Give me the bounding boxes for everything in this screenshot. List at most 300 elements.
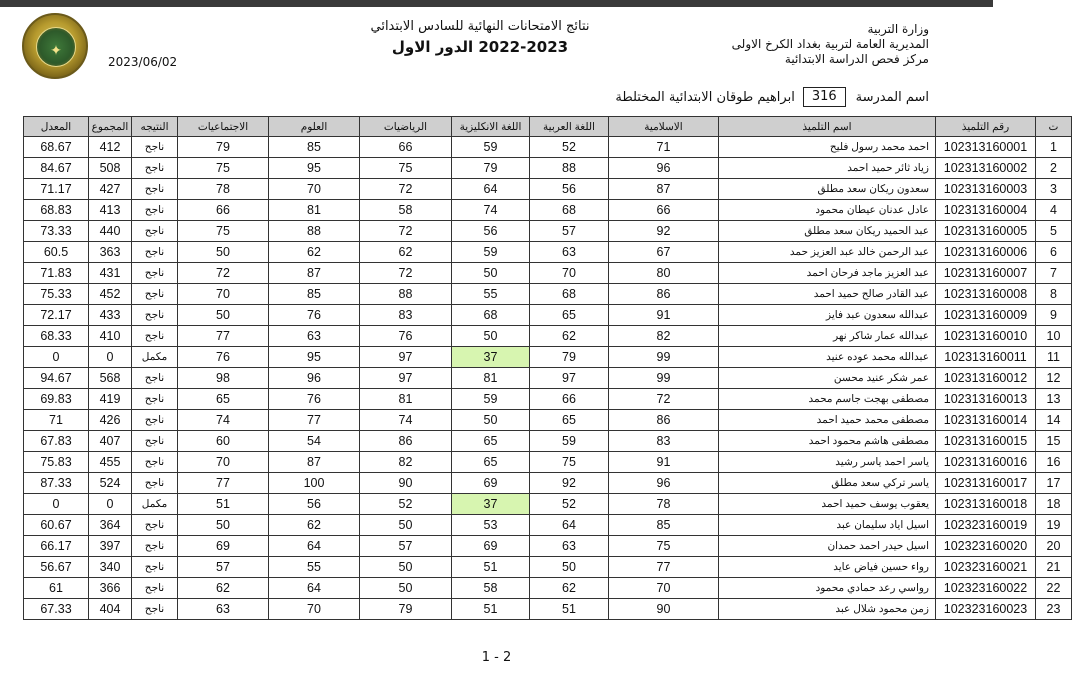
col-index-cell: 23 (1036, 599, 1072, 620)
col-islamic-cell: 87 (609, 179, 719, 200)
col-student-name-cell: عبد القادر صالح حميد احمد (719, 284, 936, 305)
col-average-cell: 73.33 (24, 221, 89, 242)
col-science-cell: 96 (269, 368, 360, 389)
table-row (24, 263, 1072, 284)
col-average-cell: 69.83 (24, 389, 89, 410)
col-arabic-cell: 68 (530, 200, 609, 221)
table-row (24, 389, 1072, 410)
table-row (24, 599, 1072, 620)
col-arabic-cell: 75 (530, 452, 609, 473)
col-student-name-cell: عبد العزيز ماجد فرحان احمد (719, 263, 936, 284)
col-student-id-cell: 102323160022 (936, 578, 1036, 599)
header-col-science: العلوم (269, 117, 360, 137)
ministry-line: مركز فحص الدراسة الابتدائية (784, 52, 929, 66)
header-col-english: اللغة الانكليزية (452, 117, 530, 137)
col-student-name-cell: عبدالله عمار شاكر نهر (719, 326, 936, 347)
table-header-row (24, 117, 1072, 137)
col-islamic-cell: 83 (609, 431, 719, 452)
col-total-cell: 413 (89, 200, 132, 221)
col-student-name-cell: مصطفى هاشم محمود احمد (719, 431, 936, 452)
col-math-cell: 66 (360, 137, 452, 158)
table-row (24, 557, 1072, 578)
col-islamic-cell: 70 (609, 578, 719, 599)
school-code: 316 (803, 87, 846, 107)
col-science-cell: 76 (269, 305, 360, 326)
col-english-cell: 53 (452, 515, 530, 536)
title-line-2: 2022-2023 الدور الاول (391, 38, 569, 56)
ministry-block (669, 22, 929, 67)
header-col-index: ت (1036, 117, 1072, 137)
col-student-id-cell: 102313160015 (936, 431, 1036, 452)
col-islamic-cell: 85 (609, 515, 719, 536)
col-english-cell: 59 (452, 137, 530, 158)
col-student-id-cell: 102313160017 (936, 473, 1036, 494)
col-index-cell: 3 (1036, 179, 1072, 200)
col-index-cell: 5 (1036, 221, 1072, 242)
col-result-cell: ناجح (132, 473, 178, 494)
col-total-cell: 508 (89, 158, 132, 179)
col-student-id-cell: 102313160006 (936, 242, 1036, 263)
col-social-cell: 62 (178, 578, 269, 599)
col-student-id-cell: 102313160011 (936, 347, 1036, 368)
col-social-cell: 79 (178, 137, 269, 158)
col-math-cell: 81 (360, 389, 452, 410)
col-average-cell: 72.17 (24, 305, 89, 326)
col-english-cell: 59 (452, 389, 530, 410)
col-islamic-cell: 82 (609, 326, 719, 347)
col-index-cell: 12 (1036, 368, 1072, 389)
col-student-name-cell: رواء حسين فياض عايد (719, 557, 936, 578)
table-row (24, 536, 1072, 557)
col-social-cell: 50 (178, 242, 269, 263)
col-social-cell: 50 (178, 515, 269, 536)
col-science-cell: 70 (269, 179, 360, 200)
col-arabic-cell: 68 (530, 284, 609, 305)
col-result-cell: ناجح (132, 305, 178, 326)
col-math-cell: 62 (360, 242, 452, 263)
col-student-name-cell: اسيل اياد سليمان عبد (719, 515, 936, 536)
col-average-cell: 67.33 (24, 599, 89, 620)
col-science-cell: 76 (269, 389, 360, 410)
table-row (24, 305, 1072, 326)
col-science-cell: 100 (269, 473, 360, 494)
col-total-cell: 433 (89, 305, 132, 326)
col-social-cell: 57 (178, 557, 269, 578)
col-index-cell: 10 (1036, 326, 1072, 347)
col-arabic-cell: 65 (530, 410, 609, 431)
col-arabic-cell: 59 (530, 431, 609, 452)
col-average-cell: 61 (24, 578, 89, 599)
col-math-cell: 50 (360, 578, 452, 599)
col-english-cell: 58 (452, 578, 530, 599)
col-total-cell: 397 (89, 536, 132, 557)
title-line-1: نتائج الامتحانات النهائية للسادس الابتدائي (370, 19, 590, 34)
col-index-cell: 13 (1036, 389, 1072, 410)
col-index-cell: 2 (1036, 158, 1072, 179)
col-average-cell: 67.83 (24, 431, 89, 452)
col-total-cell: 0 (89, 494, 132, 515)
col-math-cell: 97 (360, 368, 452, 389)
col-index-cell: 9 (1036, 305, 1072, 326)
table-row (24, 473, 1072, 494)
col-islamic-cell: 99 (609, 347, 719, 368)
col-math-cell: 57 (360, 536, 452, 557)
col-english-cell: 51 (452, 599, 530, 620)
col-student-name-cell: عبد الرحمن خالد عبد العزيز حمد (719, 242, 936, 263)
table-row (24, 410, 1072, 431)
col-result-cell: ناجح (132, 389, 178, 410)
table-row (24, 221, 1072, 242)
col-student-name-cell: عمر شكر عنيد محسن (719, 368, 936, 389)
col-math-cell: 72 (360, 179, 452, 200)
table-row (24, 368, 1072, 389)
col-arabic-cell: 88 (530, 158, 609, 179)
col-average-cell: 71.17 (24, 179, 89, 200)
col-student-name-cell: عبدالله سعدون عبد فايز (719, 305, 936, 326)
col-result-cell: ناجح (132, 263, 178, 284)
col-math-cell: 83 (360, 305, 452, 326)
col-student-name-cell: ياسر احمد ياسر رشيد (719, 452, 936, 473)
col-student-id-cell: 102313160004 (936, 200, 1036, 221)
col-total-cell: 407 (89, 431, 132, 452)
col-student-name-cell: اسيل حيدر احمد حمدان (719, 536, 936, 557)
table-row (24, 137, 1072, 158)
col-islamic-cell: 96 (609, 473, 719, 494)
col-total-cell: 452 (89, 284, 132, 305)
col-arabic-cell: 52 (530, 494, 609, 515)
col-arabic-cell: 52 (530, 137, 609, 158)
table-body (24, 137, 1072, 620)
header-col-result: النتيجه (132, 117, 178, 137)
col-arabic-cell: 66 (530, 389, 609, 410)
col-average-cell: 0 (24, 347, 89, 368)
col-english-cell: 65 (452, 431, 530, 452)
col-index-cell: 6 (1036, 242, 1072, 263)
col-result-cell: ناجح (132, 536, 178, 557)
col-result-cell: ناجح (132, 158, 178, 179)
col-islamic-cell: 71 (609, 137, 719, 158)
col-result-cell: مكمل (132, 494, 178, 515)
col-index-cell: 4 (1036, 200, 1072, 221)
col-average-cell: 84.67 (24, 158, 89, 179)
col-total-cell: 431 (89, 263, 132, 284)
col-islamic-cell: 91 (609, 452, 719, 473)
col-islamic-cell: 77 (609, 557, 719, 578)
col-student-name-cell: عادل عدنان عيطان محمود (719, 200, 936, 221)
col-arabic-cell: 97 (530, 368, 609, 389)
col-science-cell: 70 (269, 599, 360, 620)
col-english-cell: 50 (452, 326, 530, 347)
col-student-name-cell: زمن محمود شلال عبد (719, 599, 936, 620)
col-average-cell: 75.83 (24, 452, 89, 473)
col-social-cell: 77 (178, 473, 269, 494)
col-result-cell: ناجح (132, 410, 178, 431)
document-date: 2023/06/02 (108, 55, 178, 69)
col-math-cell: 72 (360, 263, 452, 284)
col-total-cell: 410 (89, 326, 132, 347)
col-result-cell: ناجح (132, 452, 178, 473)
col-student-id-cell: 102323160020 (936, 536, 1036, 557)
table-row (24, 242, 1072, 263)
col-social-cell: 63 (178, 599, 269, 620)
col-total-cell: 364 (89, 515, 132, 536)
col-science-cell: 87 (269, 263, 360, 284)
col-english-cell: 50 (452, 410, 530, 431)
col-science-cell: 55 (269, 557, 360, 578)
col-student-name-cell: مصطفى بهجت جاسم محمد (719, 389, 936, 410)
col-science-cell: 56 (269, 494, 360, 515)
header-col-average: المعدل (24, 117, 89, 137)
col-student-id-cell: 102313160010 (936, 326, 1036, 347)
col-social-cell: 75 (178, 158, 269, 179)
col-total-cell: 363 (89, 242, 132, 263)
col-result-cell: ناجح (132, 599, 178, 620)
col-total-cell: 426 (89, 410, 132, 431)
col-social-cell: 69 (178, 536, 269, 557)
col-islamic-cell: 78 (609, 494, 719, 515)
table-row (24, 284, 1072, 305)
col-student-name-cell: احمد محمد رسول فليح (719, 137, 936, 158)
col-index-cell: 11 (1036, 347, 1072, 368)
col-student-name-cell: رواسي رعد حمادي محمود (719, 578, 936, 599)
ministry-line: وزارة التربية (867, 22, 929, 36)
results-table (23, 116, 1072, 620)
col-math-cell: 97 (360, 347, 452, 368)
col-average-cell: 0 (24, 494, 89, 515)
col-average-cell: 87.33 (24, 473, 89, 494)
col-student-id-cell: 102313160012 (936, 368, 1036, 389)
col-science-cell: 77 (269, 410, 360, 431)
col-arabic-cell: 92 (530, 473, 609, 494)
table-row (24, 494, 1072, 515)
col-arabic-cell: 63 (530, 242, 609, 263)
col-result-cell: ناجح (132, 284, 178, 305)
col-math-cell: 79 (360, 599, 452, 620)
col-english-cell: 50 (452, 263, 530, 284)
col-result-cell: ناجح (132, 137, 178, 158)
school-label: اسم المدرسة (855, 89, 929, 105)
col-student-name-cell: عبد الحميد ريكان سعد مطلق (719, 221, 936, 242)
col-science-cell: 62 (269, 242, 360, 263)
col-math-cell: 86 (360, 431, 452, 452)
col-result-cell: ناجح (132, 200, 178, 221)
col-average-cell: 71 (24, 410, 89, 431)
col-student-name-cell: سعدون ريكان سعد مطلق (719, 179, 936, 200)
col-social-cell: 70 (178, 452, 269, 473)
col-social-cell: 72 (178, 263, 269, 284)
col-english-cell: 81 (452, 368, 530, 389)
col-islamic-cell: 96 (609, 158, 719, 179)
col-science-cell: 64 (269, 578, 360, 599)
col-arabic-cell: 65 (530, 305, 609, 326)
col-index-cell: 21 (1036, 557, 1072, 578)
col-arabic-cell: 70 (530, 263, 609, 284)
col-english-cell: 37 (452, 494, 530, 515)
header-col-math: الرياضيات (360, 117, 452, 137)
col-science-cell: 95 (269, 347, 360, 368)
table-row (24, 200, 1072, 221)
ministry-line: المديرية العامة لتربية بغداد الكرخ الاولى (731, 37, 929, 51)
header-col-student-name: اسم التلميذ (719, 117, 936, 137)
col-average-cell: 68.67 (24, 137, 89, 158)
ministry-logo (22, 13, 88, 79)
school-name: ابراهيم طوقان الابتدائية المختلطة (615, 89, 795, 105)
col-math-cell: 76 (360, 326, 452, 347)
col-english-cell: 69 (452, 473, 530, 494)
col-islamic-cell: 99 (609, 368, 719, 389)
col-english-cell: 59 (452, 242, 530, 263)
col-social-cell: 70 (178, 284, 269, 305)
col-average-cell: 94.67 (24, 368, 89, 389)
col-math-cell: 52 (360, 494, 452, 515)
col-science-cell: 62 (269, 515, 360, 536)
col-social-cell: 60 (178, 431, 269, 452)
col-social-cell: 76 (178, 347, 269, 368)
col-islamic-cell: 92 (609, 221, 719, 242)
col-arabic-cell: 50 (530, 557, 609, 578)
col-result-cell: ناجح (132, 326, 178, 347)
col-index-cell: 1 (1036, 137, 1072, 158)
col-math-cell: 58 (360, 200, 452, 221)
col-average-cell: 71.83 (24, 263, 89, 284)
col-student-id-cell: 102313160003 (936, 179, 1036, 200)
col-islamic-cell: 66 (609, 200, 719, 221)
col-average-cell: 75.33 (24, 284, 89, 305)
col-student-name-cell: يعقوب يوسف حميد احمد (719, 494, 936, 515)
col-student-name-cell: مصطفى محمد حميد احمد (719, 410, 936, 431)
col-index-cell: 20 (1036, 536, 1072, 557)
col-science-cell: 88 (269, 221, 360, 242)
col-student-id-cell: 102323160023 (936, 599, 1036, 620)
col-student-id-cell: 102313160002 (936, 158, 1036, 179)
table-row (24, 158, 1072, 179)
col-total-cell: 340 (89, 557, 132, 578)
col-arabic-cell: 63 (530, 536, 609, 557)
col-math-cell: 90 (360, 473, 452, 494)
col-science-cell: 63 (269, 326, 360, 347)
col-islamic-cell: 72 (609, 389, 719, 410)
col-index-cell: 15 (1036, 431, 1072, 452)
col-english-cell: 79 (452, 158, 530, 179)
col-student-id-cell: 102313160008 (936, 284, 1036, 305)
col-arabic-cell: 62 (530, 326, 609, 347)
col-math-cell: 74 (360, 410, 452, 431)
col-index-cell: 8 (1036, 284, 1072, 305)
col-science-cell: 95 (269, 158, 360, 179)
col-islamic-cell: 67 (609, 242, 719, 263)
col-arabic-cell: 62 (530, 578, 609, 599)
col-average-cell: 68.83 (24, 200, 89, 221)
top-bar (0, 0, 993, 7)
col-student-name-cell: عبدالله محمد عوده عنيد (719, 347, 936, 368)
col-science-cell: 85 (269, 284, 360, 305)
col-student-id-cell: 102313160009 (936, 305, 1036, 326)
col-social-cell: 75 (178, 221, 269, 242)
col-total-cell: 427 (89, 179, 132, 200)
col-index-cell: 16 (1036, 452, 1072, 473)
col-total-cell: 412 (89, 137, 132, 158)
col-english-cell: 56 (452, 221, 530, 242)
col-math-cell: 82 (360, 452, 452, 473)
header-col-islamic: الاسلامية (609, 117, 719, 137)
col-index-cell: 19 (1036, 515, 1072, 536)
col-result-cell: ناجح (132, 431, 178, 452)
col-student-id-cell: 102323160021 (936, 557, 1036, 578)
col-result-cell: مكمل (132, 347, 178, 368)
col-total-cell: 0 (89, 347, 132, 368)
document-title (330, 18, 630, 56)
col-student-id-cell: 102313160001 (936, 137, 1036, 158)
col-islamic-cell: 80 (609, 263, 719, 284)
col-total-cell: 568 (89, 368, 132, 389)
col-islamic-cell: 75 (609, 536, 719, 557)
logo-emblem: ✦ (36, 27, 76, 67)
table-row (24, 179, 1072, 200)
col-english-cell: 65 (452, 452, 530, 473)
col-math-cell: 88 (360, 284, 452, 305)
col-total-cell: 404 (89, 599, 132, 620)
col-arabic-cell: 57 (530, 221, 609, 242)
col-total-cell: 440 (89, 221, 132, 242)
col-average-cell: 56.67 (24, 557, 89, 578)
col-science-cell: 64 (269, 536, 360, 557)
col-english-cell: 37 (452, 347, 530, 368)
col-islamic-cell: 90 (609, 599, 719, 620)
table-row (24, 452, 1072, 473)
col-english-cell: 55 (452, 284, 530, 305)
col-student-id-cell: 102313160016 (936, 452, 1036, 473)
col-social-cell: 50 (178, 305, 269, 326)
header-col-arabic: اللغة العربية (530, 117, 609, 137)
col-result-cell: ناجح (132, 242, 178, 263)
col-social-cell: 74 (178, 410, 269, 431)
table-row (24, 578, 1072, 599)
col-average-cell: 60.67 (24, 515, 89, 536)
col-english-cell: 69 (452, 536, 530, 557)
col-arabic-cell: 64 (530, 515, 609, 536)
col-total-cell: 524 (89, 473, 132, 494)
col-arabic-cell: 56 (530, 179, 609, 200)
col-social-cell: 66 (178, 200, 269, 221)
col-science-cell: 81 (269, 200, 360, 221)
col-social-cell: 77 (178, 326, 269, 347)
col-arabic-cell: 51 (530, 599, 609, 620)
col-total-cell: 455 (89, 452, 132, 473)
header-col-total: المجموع (89, 117, 132, 137)
col-result-cell: ناجح (132, 557, 178, 578)
col-science-cell: 87 (269, 452, 360, 473)
col-total-cell: 419 (89, 389, 132, 410)
col-total-cell: 366 (89, 578, 132, 599)
col-english-cell: 64 (452, 179, 530, 200)
page-number: 1 - 2 (481, 650, 512, 665)
col-result-cell: ناجح (132, 179, 178, 200)
col-average-cell: 60.5 (24, 242, 89, 263)
col-index-cell: 18 (1036, 494, 1072, 515)
col-islamic-cell: 91 (609, 305, 719, 326)
table-row (24, 347, 1072, 368)
col-english-cell: 74 (452, 200, 530, 221)
col-result-cell: ناجح (132, 515, 178, 536)
col-english-cell: 68 (452, 305, 530, 326)
col-social-cell: 98 (178, 368, 269, 389)
col-student-id-cell: 102313160007 (936, 263, 1036, 284)
col-index-cell: 14 (1036, 410, 1072, 431)
table-row (24, 431, 1072, 452)
header-col-student-id: رقم التلميذ (936, 117, 1036, 137)
col-index-cell: 7 (1036, 263, 1072, 284)
col-islamic-cell: 86 (609, 410, 719, 431)
